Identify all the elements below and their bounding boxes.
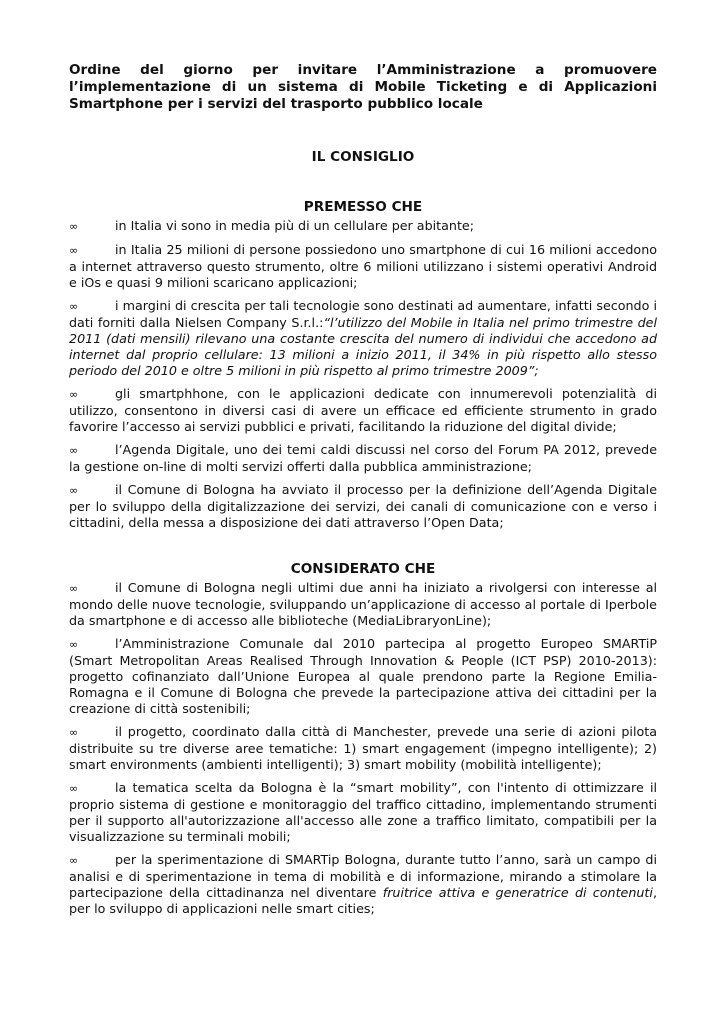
infinity-bullet-icon: ∞: [69, 638, 79, 651]
section-premesso: [69, 199, 657, 531]
item-text: l’Amministrazione Comunale dal 2010 partecipa al progetto Europeo SMARTiP (Smart Metropolitan Areas Realised Through Innovation & People (ICT PSP) 2010-2013): progetto cofinanziato dall’Unione Europea al quale prendono parte la Regione Emilia-Romagna e il Comune di Bologna che prevede la partecipazione attiva dei cittadini per la creazione di città sostenibili;: [69, 636, 657, 716]
item-emphasis: fruitrice attiva e generatrice di contenuti: [382, 885, 653, 900]
item-text: il progetto, coordinato dalla città di Manchester, prevede una serie di azioni pilota distribuite su tre diverse aree tematiche: 1) smart engagement (impegno intelligente); 2) smart environments (ambienti intelligenti); 3) smart mobility (mobilità intelligente);: [69, 724, 657, 772]
heading-premesso-che: PREMESSO CHE: [303, 199, 423, 215]
infinity-bullet-icon: ∞: [69, 388, 79, 401]
item-text: il Comune di Bologna negli ultimi due anni ha iniziato a rivolgersi con interesse al mondo delle nuove tecnologie, sviluppando un’applicazione di accesso al portale di Iperbole da smartphone e di accesso alle biblioteche (MediaLibraryonLine);: [69, 580, 657, 628]
list-item: [69, 386, 657, 435]
item-text: la tematica scelta da Bologna è la “smart mobility”, con l'intento di ottimizzare il proprio sistema di gestione e monitoraggio del traffico cittadino, implementando strumenti per il supporto all'autorizzazione all'accesso alle zone a traffico limitato, compatibili per la visualizzazione su terminali mobili;: [69, 780, 657, 844]
item-text: i margini di crescita per tali tecnologie sono destinati ad aumentare, infatti secondo i dati forniti dalla Nielsen Company S.r.l.:: [69, 298, 657, 330]
list-item: [69, 636, 657, 717]
list-item: [69, 442, 657, 475]
item-text: in Italia vi sono in media più di un cellulare per abitante;: [115, 218, 475, 233]
list-item: [69, 852, 657, 917]
infinity-bullet-icon: ∞: [69, 244, 79, 257]
item-text: per la sperimentazione di SMARTip Bologna, durante tutto l’anno, sarà un campo di analisi e di sperimentazione in tema di mobilità e di informazione, mirando a stimolare la partecipazione della cittadinanza nel diventare: [69, 852, 657, 900]
infinity-bullet-icon: ∞: [69, 484, 79, 497]
item-text-tail: , per lo sviluppo di applicazioni nelle smart cities;: [69, 885, 657, 916]
infinity-bullet-icon: ∞: [69, 300, 79, 313]
infinity-bullet-icon: ∞: [69, 220, 79, 233]
infinity-bullet-icon: ∞: [69, 582, 79, 595]
infinity-bullet-icon: ∞: [69, 854, 79, 867]
heading-il-consiglio: IL CONSIGLIO: [311, 149, 415, 165]
infinity-bullet-icon: ∞: [69, 444, 79, 457]
item-text: in Italia 25 milioni di persone possiedono uno smartphone di cui 16 milioni accedono a internet attraverso questo strumento, oltre 6 milioni utilizzano i sistemi operativi Android e iOs e quasi 9 milioni scaricano applicazioni;: [69, 242, 657, 290]
infinity-bullet-icon: ∞: [69, 726, 79, 739]
document-page: [69, 62, 657, 924]
heading-considerato-che: CONSIDERATO CHE: [290, 561, 436, 577]
list-item: [69, 298, 657, 379]
list-item: [69, 218, 657, 235]
item-quote: “l’utilizzo del Mobile in Italia nel primo trimestre del 2011 (dati mensili) rilevano una costante crescita del numero di individui che accedono ad internet dal proprio cellulare: 13 milioni a inizio 2011, il 34% in più rispetto allo stesso periodo del 2010 e oltre 5 milioni in più rispetto al primo trimestre 2009”;: [69, 315, 657, 378]
infinity-bullet-icon: ∞: [69, 782, 79, 795]
document-title: Ordine del giorno per invitare l’Amministrazione a promuovere l’implementazione di un sistema di Mobile Ticketing e di Applicazioni Smartphone per i servizi del trasporto pubblico locale: [69, 62, 657, 112]
section-considerato: [69, 561, 657, 917]
list-item: [69, 724, 657, 773]
item-text: il Comune di Bologna ha avviato il processo per la definizione dell’Agenda Digitale per lo sviluppo della digitalizzazione dei servizi, dei canali di comunicazione con e verso i cittadini, della messa a disposizione dei dati attraverso l’Open Data;: [69, 482, 657, 530]
list-item: [69, 242, 657, 291]
list-item: [69, 780, 657, 845]
item-text: l’Agenda Digitale, uno dei temi caldi discussi nel corso del Forum PA 2012, prevede la gestione on-line di molti servizi offerti dalla pubblica amministrazione;: [69, 442, 657, 474]
list-item: [69, 580, 657, 629]
list-item: [69, 482, 657, 531]
item-text: gli smartphhone, con le applicazioni dedicate con innumerevoli potenzialità di utilizzo, consentono in diversi casi di avere un efficace ed efficiente strumento in grado favorire l’accesso ai servizi pubblici e privati, facilitando la riduzione del digital divide;: [69, 386, 657, 434]
